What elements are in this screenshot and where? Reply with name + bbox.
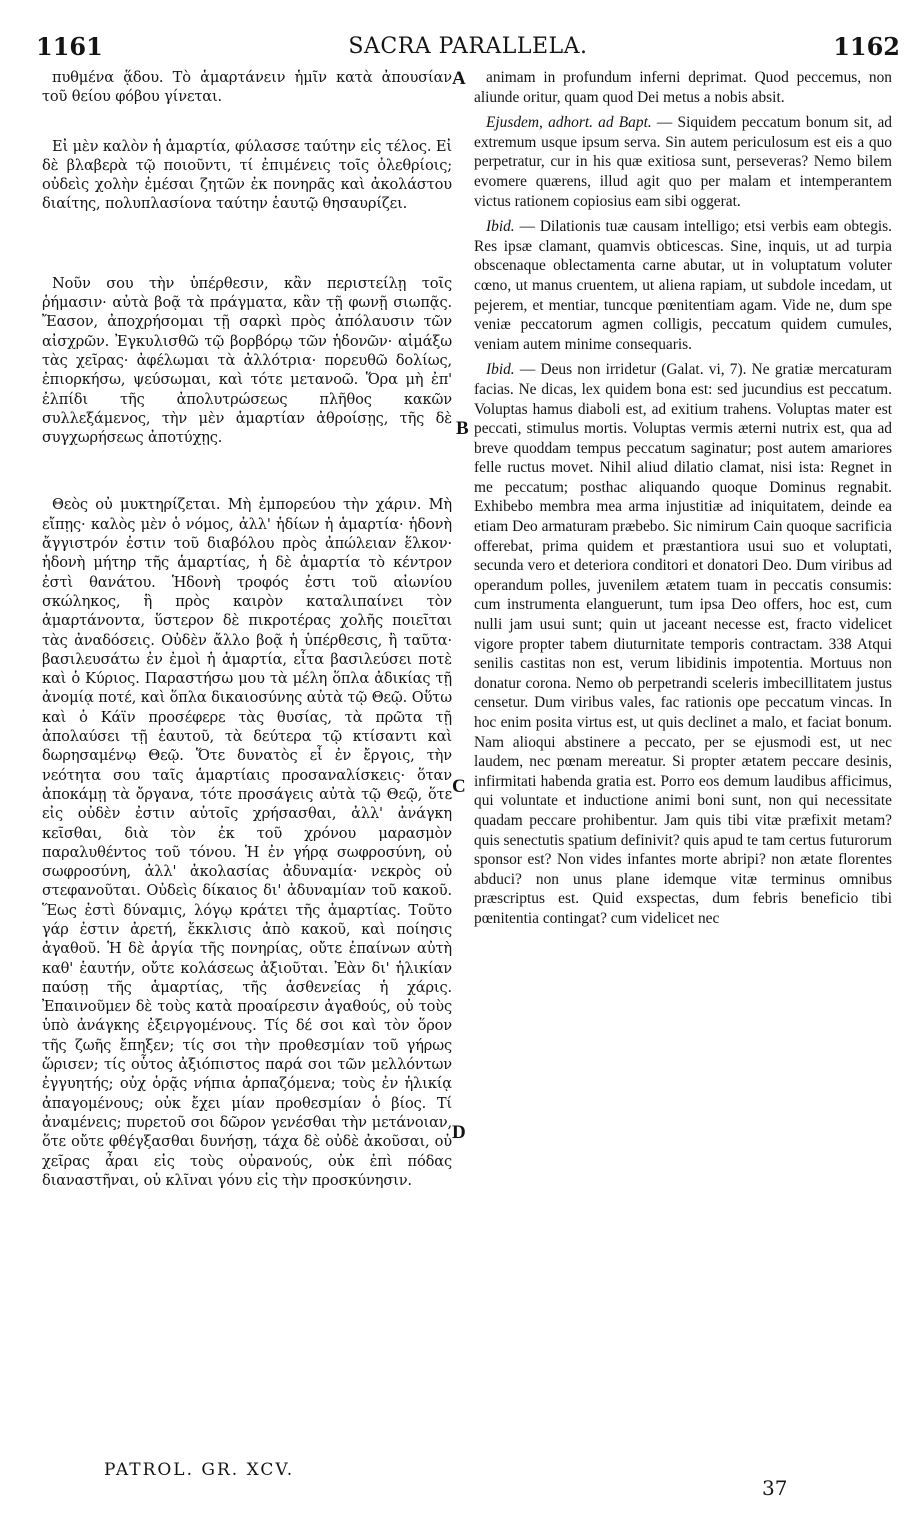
- latin-paragraph: [474, 113, 892, 211]
- greek-paragraph: πυθμένα ᾅδου. Τὸ ἁμαρτάνειν ἡμῖν κατὰ ἀπουσίαν τοῦ θείου φόβου γίνεται.: [42, 69, 452, 106]
- latin-text: — Dilationis tuæ causam intelligo; etsi verbis eam obtegis. Res ipsæ clamant, quamvis obticescas. Sine, inquis, ut ad turpia obscenaque oblectamenta carne abutar, ut in voluptatum voluter cœno, ut manus cruentem, ut aliena rapiam, ut subdole incedam, ut pejerem, et mentiar, tuncque pœnitentiam agam. Vide ne, dum spe veniæ peccatorum agmen colligis, peccatum quidem cumules, veniam autem minime consequaris.: [474, 218, 892, 353]
- latin-paragraph: [474, 360, 892, 928]
- running-title: SACRA PARALLELA.: [348, 34, 588, 59]
- latin-source: Ibid.: [486, 361, 515, 379]
- margin-letter-d: D: [452, 1122, 466, 1143]
- latin-text: — Siquidem peccatum bonum sit, ad extremum usque ipsum serva. Sin autem periculosum est eis a quo perpetratur, cur in his quæ exitiosa sunt, perseveras? Nemo bilem evomere quærens, illud agit quo per malam et intemperantem victus rationem copiosius eam sibi oggerat.: [474, 114, 892, 210]
- greek-paragraph: Εἰ μὲν καλὸν ἡ ἁμαρτία, φύλασσε ταύτην εἰς τέλος. Εἰ δὲ βλαβερὰ τῷ ποιοῦντι, τί ἐπιμένεις τοῖς ὀλεθρίοις; οὐδεὶς χολὴν ἐμέσαι ζητῶν ἐκ πονηρᾶς καὶ ἀκολάστου διαίτης, πολυπλασίονα ταύτην ἑαυτῷ θησαυρίζει.: [42, 137, 452, 213]
- running-header: [36, 32, 900, 66]
- latin-column: [474, 68, 892, 929]
- latin-paragraph: [474, 217, 892, 354]
- right-page-number: 1162: [833, 32, 900, 61]
- margin-letter-a: A: [452, 68, 466, 89]
- left-page-number: 1161: [36, 32, 103, 61]
- margin-letter-c: C: [452, 776, 466, 797]
- margin-letter-b: B: [456, 418, 469, 439]
- greek-paragraph: Νοῦν σου τὴν ὑπέρθεσιν, κἂν περιστείλῃ τοῖς ῥήμασιν· αὐτὰ βοᾷ τὰ πράγματα, κἂν τῇ φωνῇ σιωπᾷς. Ἔασον, ἀποχρήσομαι τῇ σαρκὶ πρὸς ἀπόλαυσιν τῶν αἰσχρῶν. Ἐγκυλισθῶ τῷ βορβόρῳ τῶν ἡδονῶν· αἱμάξω τὰς χεῖρας· ἀφέλωμαι τὰ ἀλλότρια· πορευθῶ δολίως, ἐπιορκήσω, ψεύσωμαι, καὶ τότε μετανοῶ. Ὅρα μὴ ἐπ' ἐλπίδι τῆς ἀπολυτρώσεως πλῆθος κακῶν συλλεξάμενος, τὴν μὲν ἁμαρτίαν ἀθροίσῃς, τῆς δὲ συγχωρήσεως ἀποτύχῃς.: [42, 274, 452, 447]
- signature-number: 37: [762, 1476, 788, 1500]
- greek-paragraph: Θεὸς οὐ μυκτηρίζεται. Μὴ ἐμπορεύου τὴν χάριν. Μὴ εἴπῃς· καλὸς μὲν ὁ νόμος, ἀλλ' ἡδίων ἡ ἁμαρτία· ἡδονὴ ἄγγιστρόν ἐστιν τοῦ διαβόλου πρὸς ἀπώλειαν ἕλκον· ἡδονὴ μήτηρ τῆς ἁμαρτίας, ἡ δὲ ἁμαρτία τὸ κέντρον ἐστὶ θανάτου. Ἡδονὴ τροφός ἐστι τοῦ αἰωνίου σκώληκος, ἣ πρὸς καιρὸν καταλιπαίνει τὸν ἁμαρτάνοντα, ὕστερον δὲ πικροτέρας χολῆς ποιεῖται τὰς ἀναδόσεις. Οὐδὲν ἄλλο βοᾷ ἡ ὑπέρθεσις, ἢ ταῦτα· βασιλευσάτω ἐν ἐμοὶ ἡ ἁμαρτία, εἶτα βασιλεύσει ποτὲ καὶ ὁ Κύριος. Παραστήσω μου τὰ μέλη ὅπλα ἀδικίας τῇ ἀνομίᾳ ποτέ, καὶ ὅπλα δικαιοσύνης αὐτὰ τῷ Θεῷ. Οὕτω καὶ ὁ Κάϊν προσέφερε τὰς θυσίας, τὰ πρῶτα τῇ ἀπολαύσει τῇ ἑαυτοῦ, τὰ δεύτερα τῷ κτίσαντι καὶ δωρησαμένῳ Θεῷ. Ὅτε δυνατὸς εἶ ἐν ἔργοις, τὴν νεότητα σου ταῖς ἁμαρτίαις προσαναλίσκεις· ὅταν ἀποκάμῃ τὰ ὄργανα, τότε προσάγεις αὐτὰ τῷ Θεῷ, ὅτε εἰς οὐδὲν ἐστιν αὐτοῖς χρήσασθαι, ἀλλ' ἀνάγκη κεῖσθαι, διὰ τὸν ἐκ τοῦ χρόνου μαρασμὸν παραλυθέντος τοῦ τόνου. Ἡ ἐν γήρᾳ σωφροσύνη, οὐ σωφροσύνη, ἀλλ' ἀκολασίας ἀδυναμία· νεκρὸς οὐ στεφανοῦται. Οὐδεὶς δίκαιος δι' ἀδυναμίαν τοῦ κακοῦ. Ἕως ἐστὶ δύναμις, λόγῳ κράτει τῆς ἁμαρτίας. Τοῦτο γάρ ἐστιν ἀρετή, ἔκκλισις ἀπὸ κακοῦ, καὶ ποίησις ἀγαθοῦ. Ἡ δὲ ἀργία τῆς πονηρίας, οὔτε ἐπαίνων αὐτὴ καθ' ἑαυτήν, οὔτε κολάσεως ἀξιοῦται. Ἐὰν δι' ἡλικίαν παύσῃ τῆς ἁμαρτίας, τῆς ἀσθενείας ἡ χάρις. Ἐπαινοῦμεν δὲ τοὺς κατὰ προαίρεσιν ἀγαθούς, οὐ τοὺς ὑπὸ ἀνάγκης ἐξειργομένους. Τίς δέ σοι καὶ τὸν ὅρον τῆς ζωῆς ἔπηξεν; τίς σοι τὴν προθεσμίαν τοῦ γήρως ὥρισεν; τίς οὗτος ἀξιόπιστος παρά σοι τῶν μελλόντων ἐγγυητής; οὐχ ὁρᾷς νήπια ἁρπαζόμενα; τοὺς ἐν ἡλικίᾳ ἀπαγομένους; οὐκ ἔχει μίαν προθεσμίαν ὁ βίος. Τί ἀναμένεις; πυρετοῦ σοι δῶρον γενέσθαι τὴν μετάνοιαν, ὅτε οὔτε φθέγξασθαι δυνήσῃ, τάχα δὲ οὐδὲ ἀκοῦσαι, οὐ χεῖρας ἆραι εἰς τοὺς οὐρανούς, οὐκ ἐπὶ πόδας διαναστῆναι, οὐ κλῖναι γόνυ εἰς τὴν προσκύνησιν.: [42, 496, 452, 1189]
- latin-text: animam in profundum inferni deprimat. Quod peccemus, non aliunde oritur, quam quod Dei metus a nobis absit.: [474, 69, 892, 106]
- greek-column: [42, 68, 452, 1190]
- latin-source: Ejusdem, adhort. ad Bapt.: [486, 114, 652, 132]
- signature-mark: PATROL. GR. XCV.: [104, 1460, 295, 1480]
- latin-paragraph: [474, 68, 892, 107]
- latin-text: — Deus non irridetur (Galat. vi, 7). Ne gratiæ mercaturam facias. Ne dicas, lex quidem bona est: sed jucundius est peccatum. Voluptas hamus diaboli est, ad exitium trahens. Voluptas mater est peccati, stimulus mortis. Voluptas vermis æterni nutrix est, qua ad breve quoddam tempus peccatum saginatur; post autem amariores felle ructus movet. Nihil aliud dilatio clamat, nisi ista: Regnet in me peccatum; posthac aliquando quoque Dominus regnabit. Exhibebo membra mea arma injustitiæ ad iniquitatem, deinde ea etiam Deo armaturam præbebo. Sic nimirum Cain quoque sacrificia offerebat, prima quidem et præstantiora usui suo et voluptati, secunda vero et deteriora conditori et donatori Deo. Dum viribus ad operandum polles, juvenilem ætatem tuam in peccatis consumis: cum instrumenta elanguerunt, tum ipsa Deo offers, hoc est, cum nulli jam usui sunt; quin ut jaceant necesse est, fracto videlicet vigore propter tabem diuturnitate temporis contractam. 338 Atqui senilis castitas non est, verum libidinis impotentia. Mortuus non donatur corona. Nemo ob perpetrandi sceleris imbecillitatem justus censetur. Dum viribus vales, fac rationis ope peccatum vincas. In hoc enim posita virtus est, ut quis declinet a malo, et faciat bonum. Nam alioqui abstinere a peccato, per se ejusmodi est, ut nec laudem, nec pœnam mereatur. Si propter ætatem peccare desinis, infirmitati habenda gratia est. Porro eos demum laudibus afficimus, qui voluntate et inductione animi boni sunt, non qui necessitate quadam peccare prohibentur. Jam quis tibi vitæ præfixit metam? quis senectutis spatium definivit? quis apud te tam certus futurorum sponsor est? Non vides infantes morte abripi? non ætate florentes abduci? non unus plane idemque vitæ terminus omnibus præscriptus est. Quid exspectas, dum febris beneficio tibi pœnitentia contingat? cum videlicet nec: [474, 361, 892, 927]
- latin-source: Ibid.: [486, 218, 515, 236]
